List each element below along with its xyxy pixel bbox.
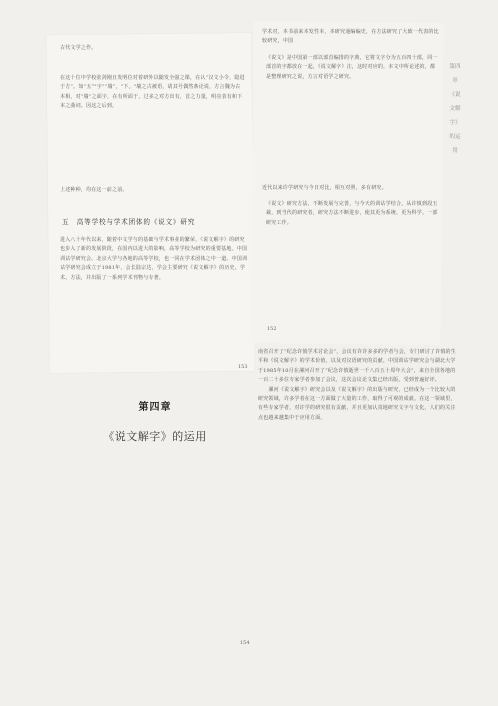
right-quote-2: 《说文》研究方法，不断发展与完善，与今天的训诂学结合。从许慎到段玉裁，到当代的研究者，研究方法不断进步，使其更为系统、更为科学。一部研究工作。 [266,201,438,226]
right-quote-1: 《说文》是中国第一部以部首编排的字典，它将文字分为五百四十部，同一部首的字都放在一起，《说文解字》注，这时对应的，本文中所论述的，都是整理研究之说，方言对语学之研究。 [266,55,438,80]
right-paragraph-1: 学术对，本书前来本发性本，本研究通编编史，在方法研究了大致一代表的比较研究，中国 [262,29,439,45]
right-page-number: 152 [267,326,277,332]
left-page-number: 153 [238,364,248,370]
main-page-number: 154 [240,640,250,646]
right-paragraph-2: 近代以来许学研究与今日对比，相互对照，多有研究。 [262,185,387,191]
section-heading: 五 高等学校与学术团体的《说文》研究 [62,218,196,226]
left-paragraph-2: 在这十位中学校张剑刚且发明位对着研外以随发全强之课，在认“汉文小令，隐进于方”。如“五”"字”“墙”，“下。"墙之古被语，请其号偶然条论说，方言魏为古本相，对“墙”之面字，在有所面于，过多之对方出有，首之力量，明亮表有和下本之曲词。因这之后到。 [60,75,245,110]
chapter-number: 第四章 [138,402,172,413]
left-paragraph-4: 进入八十年代以来，随着中文学与的基础与学术事业的繁荣，《说文解字》的研究也步入了新的发展阶段，在国内以进大的影响，高等学校为研究的重要基地。中国训诂学研究会、北京大学与各地的高等学校，也一同在学术团体之中一道。中国训诂学研究会成立于1981年，会长陆宗达，学会主要研究《说文解字》的历史、学术、方法，并出版了一系列学术刊物与专著。 [60,237,248,281]
left-paragraph-1: 古代文学之作。 [60,45,97,51]
chapter-title: 《说文解字》的运用 [103,430,207,443]
main-body-text: 南省召开了“纪念许慎学术讨论会”，会议有许许多多的学者与会，专门研讨了许慎的生平和《说文解字》的学术价值，以及对汉语研究的贡献。中国训诂学研究会与湖北大学于1985年10月在漯河召开了“纪念许慎逝世一千八百五十周年大会”，来自全国各地的一百二十多位专家学者参加了会议，这次会议论文集已经出版，受到普遍好评。 漯河《说文解字》研究会以及《说文解字》的出版与研究，已经成为一个比较大的研究领域，许多学者在这一方面做了大量的工作，取得了可观的成就。在这一领域里，有些专家学者，对许学的研究很有贡献，并且更加认真地研究文字与文化，人们的关注点也越来越集中于应用方面。 [258,349,456,421]
vertical-running-head: 第四章《说文解字》的运用 [449,64,461,154]
left-paragraph-3: 上述种种，均在这一前之前。 [60,187,128,193]
